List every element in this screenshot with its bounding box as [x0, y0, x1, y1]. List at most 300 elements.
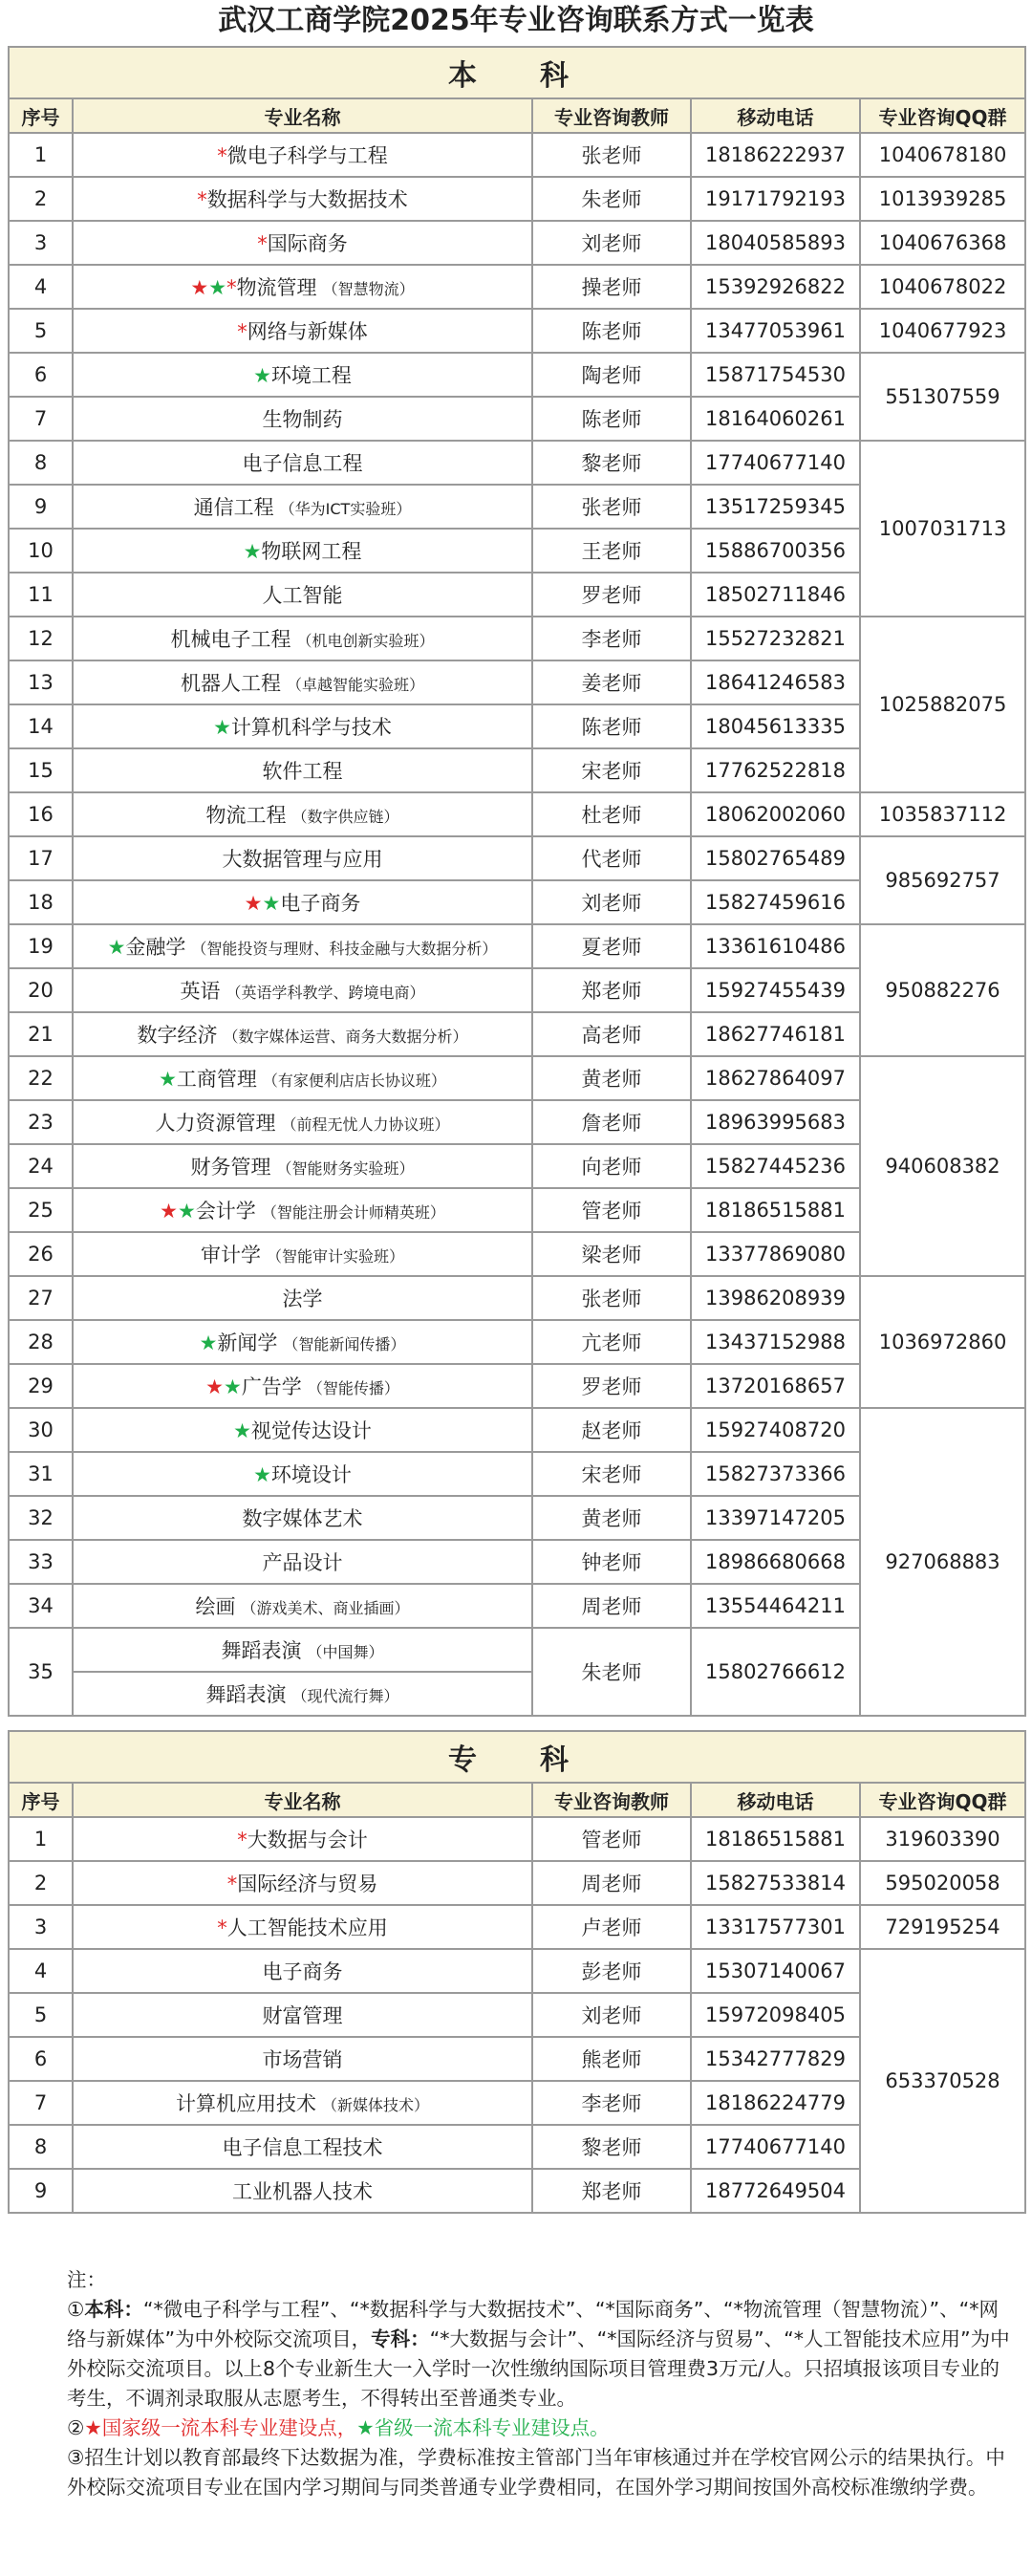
major-track: （英语学科教学、跨境电商）: [226, 984, 425, 1002]
phone-number: 15342777829: [691, 2037, 860, 2081]
table-row: [9, 133, 1025, 177]
row-number: 25: [9, 1188, 73, 1232]
qq-group: 985692757: [860, 836, 1025, 924]
row-number: 3: [9, 221, 73, 265]
phone-number: 18627746181: [691, 1012, 860, 1056]
national-star-icon: ★: [205, 1375, 224, 1398]
qq-group: 319603390: [860, 1817, 1025, 1861]
major-cell: [73, 397, 532, 441]
table-row: [9, 792, 1025, 836]
major-cell: [73, 880, 532, 924]
teacher-name: 黎老师: [532, 2125, 691, 2169]
teacher-name: 姜老师: [532, 660, 691, 704]
table-row: [9, 1949, 1025, 1993]
major-cell: [73, 968, 532, 1012]
teacher-name: 周老师: [532, 1861, 691, 1905]
table-row: [9, 309, 1025, 353]
phone-number: 15886700356: [691, 529, 860, 573]
provincial-star-icon: ★: [199, 1331, 218, 1354]
qq-group: 1035837112: [860, 792, 1025, 836]
provincial-star-legend: ★省级一流本科专业建设点。: [356, 2416, 610, 2439]
teacher-name: 宋老师: [532, 1452, 691, 1496]
college-heading: 专 科: [9, 1731, 1025, 1783]
phone-number: 18186515881: [691, 1188, 860, 1232]
major-name: 国际商务: [267, 232, 348, 255]
row-number: 29: [9, 1364, 73, 1408]
row-number: 1: [9, 1817, 73, 1861]
major-cell: [73, 133, 532, 177]
qq-group: 1040677923: [860, 309, 1025, 353]
row-number: 4: [9, 265, 73, 309]
major-name: 电子商务: [262, 1960, 343, 1983]
teacher-name: 杜老师: [532, 792, 691, 836]
teacher-name: 刘老师: [532, 880, 691, 924]
phone-number: 15802765489: [691, 836, 860, 880]
major-cell: [73, 1817, 532, 1861]
major-cell: [73, 2169, 532, 2213]
major-name: 环境设计: [270, 1463, 352, 1486]
major-track: （现代流行舞）: [291, 1687, 399, 1705]
col-header-major: 专业名称: [73, 1783, 532, 1817]
row-number: 24: [9, 1144, 73, 1188]
row-number: 7: [9, 2081, 73, 2125]
teacher-name: 王老师: [532, 529, 691, 573]
phone-number: 18062002060: [691, 792, 860, 836]
intl-program-mark: *: [237, 320, 247, 343]
major-name: 生物制药: [262, 408, 343, 431]
major-track: （智能财务实验班）: [276, 1159, 415, 1178]
major-cell: [73, 353, 532, 397]
phone-number: 17762522818: [691, 748, 860, 792]
major-track: （机电创新实验班）: [296, 632, 435, 650]
major-cell: [73, 1408, 532, 1452]
phone-number: 15392926822: [691, 265, 860, 309]
provincial-star-icon: ★: [223, 1375, 242, 1398]
intl-program-mark: *: [257, 232, 268, 255]
teacher-name: 朱老师: [532, 1628, 691, 1716]
note-2: ②★国家级一流本科专业建设点，★省级一流本科专业建设点。: [67, 2416, 610, 2439]
major-name: 广告学: [241, 1375, 302, 1398]
major-name: 软件工程: [262, 760, 343, 783]
major-cell: [73, 792, 532, 836]
teacher-name: 熊老师: [532, 2037, 691, 2081]
qq-group: 1025882075: [860, 617, 1025, 792]
row-number: 7: [9, 397, 73, 441]
major-track: （前程无忧人力协议班）: [281, 1115, 450, 1134]
major-cell: [73, 177, 532, 221]
provincial-star-icon: ★: [208, 276, 227, 299]
teacher-name: 陈老师: [532, 704, 691, 748]
row-number: 5: [9, 309, 73, 353]
phone-number: 17740677140: [691, 2125, 860, 2169]
teacher-name: 黄老师: [532, 1496, 691, 1540]
major-cell: [73, 441, 532, 485]
row-number: 8: [9, 441, 73, 485]
teacher-name: 张老师: [532, 1276, 691, 1320]
phone-number: 15827533814: [691, 1861, 860, 1905]
major-cell: [73, 1188, 532, 1232]
major-cell: [73, 1993, 532, 2037]
col-header-qq: 专业咨询QQ群: [860, 98, 1025, 133]
major-cell: [73, 1496, 532, 1540]
major-track: （卓越智能实验班）: [286, 676, 424, 694]
major-name: 财富管理: [262, 2004, 343, 2027]
row-number: 27: [9, 1276, 73, 1320]
major-name: 工商管理: [176, 1068, 257, 1091]
table-row: [9, 836, 1025, 880]
phone-number: 15871754530: [691, 353, 860, 397]
major-cell: [73, 836, 532, 880]
phone-number: 15307140067: [691, 1949, 860, 1993]
major-name: 数据科学与大数据技术: [206, 188, 408, 211]
teacher-name: 卢老师: [532, 1905, 691, 1949]
row-number: 30: [9, 1408, 73, 1452]
row-number: 6: [9, 2037, 73, 2081]
phone-number: 18986680668: [691, 1540, 860, 1584]
table-row: [9, 1817, 1025, 1861]
major-cell: [73, 1584, 532, 1628]
provincial-star-icon: ★: [262, 892, 281, 915]
row-number: 3: [9, 1905, 73, 1949]
teacher-name: 代老师: [532, 836, 691, 880]
qq-group: 551307559: [860, 353, 1025, 441]
major-cell: [73, 1100, 532, 1144]
major-track: （智能传播）: [307, 1379, 399, 1397]
intl-program-mark: *: [217, 144, 227, 167]
major-name: 大数据与会计: [247, 1829, 368, 1851]
national-star-icon: ★: [244, 892, 263, 915]
major-cell: [73, 1672, 532, 1716]
major-name: 机器人工程: [180, 672, 281, 695]
teacher-name: 郑老师: [532, 968, 691, 1012]
major-name: 国际经济与贸易: [237, 1872, 378, 1895]
phone-number: 13720168657: [691, 1364, 860, 1408]
qq-group: 595020058: [860, 1861, 1025, 1905]
major-cell: [73, 1012, 532, 1056]
major-cell: [73, 1364, 532, 1408]
teacher-name: 李老师: [532, 2081, 691, 2125]
teacher-name: 罗老师: [532, 573, 691, 617]
major-track: （新媒体技术）: [321, 2096, 429, 2114]
teacher-name: 罗老师: [532, 1364, 691, 1408]
row-number: 15: [9, 748, 73, 792]
major-track: （数字媒体运营、商务大数据分析）: [223, 1028, 468, 1046]
phone-number: 13517259345: [691, 485, 860, 529]
table-row: [9, 265, 1025, 309]
row-number: 16: [9, 792, 73, 836]
teacher-name: 彭老师: [532, 1949, 691, 1993]
phone-number: 18502711846: [691, 573, 860, 617]
major-name: 新闻学: [217, 1331, 278, 1354]
row-number: 18: [9, 880, 73, 924]
table-row: [9, 1905, 1025, 1949]
major-name: 计算机应用技术: [175, 2092, 316, 2115]
teacher-name: 朱老师: [532, 177, 691, 221]
major-cell: [73, 2037, 532, 2081]
major-name: 产品设计: [262, 1551, 343, 1574]
row-number: 23: [9, 1100, 73, 1144]
phone-number: 15527232821: [691, 617, 860, 660]
major-name: 环境工程: [270, 364, 352, 387]
major-cell: [73, 309, 532, 353]
college-table: [8, 1730, 1026, 2214]
phone-number: 13377869080: [691, 1232, 860, 1276]
row-number: 9: [9, 2169, 73, 2213]
major-cell: [73, 2125, 532, 2169]
major-name: 机械电子工程: [170, 628, 291, 651]
qq-group: 950882276: [860, 924, 1025, 1056]
major-name: 通信工程: [193, 496, 274, 519]
row-number: 32: [9, 1496, 73, 1540]
major-cell: [73, 1144, 532, 1188]
phone-number: 18641246583: [691, 660, 860, 704]
teacher-name: 亢老师: [532, 1320, 691, 1364]
row-number: 4: [9, 1949, 73, 1993]
teacher-name: 詹老师: [532, 1100, 691, 1144]
table-row: [9, 617, 1025, 660]
major-name: 电子信息工程: [242, 452, 363, 475]
intl-program-mark: *: [237, 1829, 247, 1851]
qq-group: 1040678180: [860, 133, 1025, 177]
row-number: 12: [9, 617, 73, 660]
phone-number: 13986208939: [691, 1276, 860, 1320]
major-track: （智能投资与理财、科技金融与大数据分析）: [191, 940, 498, 958]
teacher-name: 黎老师: [532, 441, 691, 485]
teacher-name: 刘老师: [532, 1993, 691, 2037]
phone-number: 15827459616: [691, 880, 860, 924]
notes: [67, 2265, 1013, 2502]
row-number: 22: [9, 1056, 73, 1100]
table-row: [9, 924, 1025, 968]
major-cell: [73, 265, 532, 309]
phone-number: 15927408720: [691, 1408, 860, 1452]
table-row: [9, 441, 1025, 485]
qq-group: 927068883: [860, 1408, 1025, 1716]
phone-number: 13437152988: [691, 1320, 860, 1364]
teacher-name: 宋老师: [532, 748, 691, 792]
phone-number: 13317577301: [691, 1905, 860, 1949]
national-star-icon: ★: [190, 276, 209, 299]
phone-number: 13477053961: [691, 309, 860, 353]
provincial-star-icon: ★: [159, 1068, 177, 1091]
major-track: （智慧物流）: [322, 280, 415, 298]
row-number: 13: [9, 660, 73, 704]
qq-group: 729195254: [860, 1905, 1025, 1949]
phone-number: 19171792193: [691, 177, 860, 221]
teacher-name: 周老师: [532, 1584, 691, 1628]
teacher-name: 张老师: [532, 485, 691, 529]
major-name: 财务管理: [190, 1156, 271, 1179]
major-cell: [73, 1056, 532, 1100]
row-number: 14: [9, 704, 73, 748]
phone-number: 13361610486: [691, 924, 860, 968]
national-star-icon: ★: [160, 1200, 178, 1223]
col-header-no: 序号: [9, 98, 73, 133]
phone-number: 18772649504: [691, 2169, 860, 2213]
phone-number: 13554464211: [691, 1584, 860, 1628]
major-track: （游戏美术、商业插画）: [241, 1599, 410, 1617]
qq-group: 1036972860: [860, 1276, 1025, 1408]
phone-number: 15827445236: [691, 1144, 860, 1188]
teacher-name: 李老师: [532, 617, 691, 660]
qq-group: 1007031713: [860, 441, 1025, 617]
major-cell: [73, 924, 532, 968]
major-name: 人工智能技术应用: [226, 1916, 388, 1939]
major-name: 舞蹈表演: [205, 1683, 287, 1706]
row-number: 5: [9, 1993, 73, 2037]
major-name: 数字媒体艺术: [242, 1507, 363, 1530]
qq-group: 940608382: [860, 1056, 1025, 1276]
phone-number: 17740677140: [691, 441, 860, 485]
major-cell: [73, 617, 532, 660]
row-number: 28: [9, 1320, 73, 1364]
row-number: 17: [9, 836, 73, 880]
major-name: 人力资源管理: [155, 1112, 276, 1135]
major-track: （智能注册会计师精英班）: [261, 1203, 445, 1222]
major-cell: [73, 1232, 532, 1276]
major-track: （中国舞）: [307, 1643, 384, 1661]
provincial-star-icon: ★: [253, 1463, 271, 1486]
major-name: 电子信息工程技术: [222, 2136, 383, 2159]
major-cell: [73, 1949, 532, 1993]
note-3: ③招生计划以教育部最终下达数据为准，学费标准按主管部门当年审核通过并在学校官网公示的结果执行。中外校际交流项目专业在国内学习期间与同类普通专业学费相同，在国外学习期间按国外高校标准缴纳学费。: [67, 2446, 1005, 2499]
row-number: 33: [9, 1540, 73, 1584]
major-name: 微电子科学与工程: [226, 144, 388, 167]
major-cell: [73, 1628, 532, 1672]
col-header-qq: 专业咨询QQ群: [860, 1783, 1025, 1817]
row-number: 2: [9, 1861, 73, 1905]
major-cell: [73, 485, 532, 529]
teacher-name: 高老师: [532, 1012, 691, 1056]
major-track: （有家便利店店长协议班）: [262, 1072, 446, 1090]
table-row: [9, 221, 1025, 265]
teacher-name: 张老师: [532, 133, 691, 177]
col-header-teacher: 专业咨询教师: [532, 1783, 691, 1817]
major-cell: [73, 573, 532, 617]
major-cell: [73, 1540, 532, 1584]
teacher-name: 管老师: [532, 1817, 691, 1861]
major-name: 英语: [180, 980, 221, 1003]
row-number: 11: [9, 573, 73, 617]
phone-number: 15827373366: [691, 1452, 860, 1496]
major-name: 数字经济: [137, 1024, 218, 1047]
row-number: 35: [9, 1628, 73, 1716]
col-header-major: 专业名称: [73, 98, 532, 133]
major-name: 物流工程: [205, 804, 287, 827]
major-name: 法学: [282, 1288, 323, 1310]
qq-group: 1040678022: [860, 265, 1025, 309]
major-name: 工业机器人技术: [232, 2180, 373, 2203]
phone-number: 15802766612: [691, 1628, 860, 1716]
qq-group: 1040676368: [860, 221, 1025, 265]
phone-number: 18186224779: [691, 2081, 860, 2125]
row-number: 26: [9, 1232, 73, 1276]
major-name: 视觉传达设计: [250, 1419, 372, 1442]
row-number: 6: [9, 353, 73, 397]
major-name: 会计学: [195, 1200, 256, 1223]
phone-number: 18040585893: [691, 221, 860, 265]
provincial-star-icon: ★: [233, 1419, 251, 1442]
major-name: 大数据管理与应用: [222, 848, 383, 871]
phone-number: 18045613335: [691, 704, 860, 748]
major-name: 网络与新媒体: [247, 320, 368, 343]
provincial-star-icon: ★: [177, 1200, 196, 1223]
teacher-name: 刘老师: [532, 221, 691, 265]
table-row: [9, 353, 1025, 397]
teacher-name: 赵老师: [532, 1408, 691, 1452]
intl-program-mark: *: [197, 188, 207, 211]
undergrad-table: [8, 46, 1026, 1717]
row-number: 34: [9, 1584, 73, 1628]
provincial-star-icon: ★: [107, 936, 126, 959]
phone-number: 18186515881: [691, 1817, 860, 1861]
teacher-name: 郑老师: [532, 2169, 691, 2213]
intl-program-mark: *: [217, 1916, 227, 1939]
qq-group: 653370528: [860, 1949, 1025, 2213]
row-number: 31: [9, 1452, 73, 1496]
table-row: [9, 1408, 1025, 1452]
major-cell: [73, 1861, 532, 1905]
table-row: [9, 177, 1025, 221]
teacher-name: 夏老师: [532, 924, 691, 968]
teacher-name: 陶老师: [532, 353, 691, 397]
major-track: （华为ICT实验班）: [279, 500, 412, 518]
undergrad-heading: 本 科: [9, 47, 1025, 98]
phone-number: 15927455439: [691, 968, 860, 1012]
national-star-legend: ★国家级一流本科专业建设点，: [84, 2416, 357, 2439]
major-name: 计算机科学与技术: [230, 716, 392, 739]
teacher-name: 黄老师: [532, 1056, 691, 1100]
col-header-phone: 移动电话: [691, 1783, 860, 1817]
teacher-name: 操老师: [532, 265, 691, 309]
qq-group: 1013939285: [860, 177, 1025, 221]
provincial-star-icon: ★: [213, 716, 231, 739]
phone-number: 18164060261: [691, 397, 860, 441]
teacher-name: 向老师: [532, 1144, 691, 1188]
major-name: 审计学: [200, 1244, 261, 1266]
major-name: 物联网工程: [261, 540, 362, 563]
intl-program-mark: *: [226, 1872, 238, 1895]
provincial-star-icon: ★: [243, 540, 262, 563]
page-title: 武汉工商学院2025年专业咨询联系方式一览表: [218, 4, 814, 37]
provincial-star-icon: ★: [253, 364, 271, 387]
notes-label: 注：: [67, 2268, 106, 2291]
major-cell: [73, 2081, 532, 2125]
major-track: （智能新闻传播）: [283, 1335, 406, 1353]
col-header-phone: 移动电话: [691, 98, 860, 133]
teacher-name: 钟老师: [532, 1540, 691, 1584]
major-cell: [73, 1905, 532, 1949]
teacher-name: 梁老师: [532, 1232, 691, 1276]
major-name: 金融学: [125, 936, 186, 959]
major-name: 人工智能: [262, 584, 343, 607]
major-track: （数字供应链）: [291, 808, 399, 826]
major-cell: [73, 1276, 532, 1320]
table-row: [9, 1056, 1025, 1100]
row-number: 8: [9, 2125, 73, 2169]
table-row: [9, 1276, 1025, 1320]
phone-number: 18963995683: [691, 1100, 860, 1144]
major-cell: [73, 660, 532, 704]
phone-number: 18627864097: [691, 1056, 860, 1100]
teacher-name: 陈老师: [532, 397, 691, 441]
major-cell: [73, 704, 532, 748]
teacher-name: 管老师: [532, 1188, 691, 1232]
row-number: 10: [9, 529, 73, 573]
major-name: 绘画: [195, 1595, 236, 1618]
row-number: 20: [9, 968, 73, 1012]
note-1: ①本科：“*微电子科学与工程”、“*数据科学与大数据技术”、“*国际商务”、“*物流管理（智慧物流）”、“*网络与新媒体”为中外校际交流项目，专科：“*大数据与会计”、“*国际经济与贸易”、“*人工智能技术应用”为中外校际交流项目。以上8个专业新生大一入学时一次性缴纳国际项目管理费3万元/人。只招填报该项目专业的考生，不调剂录取服从志愿考生，不得转出至普通类专业。: [67, 2298, 1010, 2410]
